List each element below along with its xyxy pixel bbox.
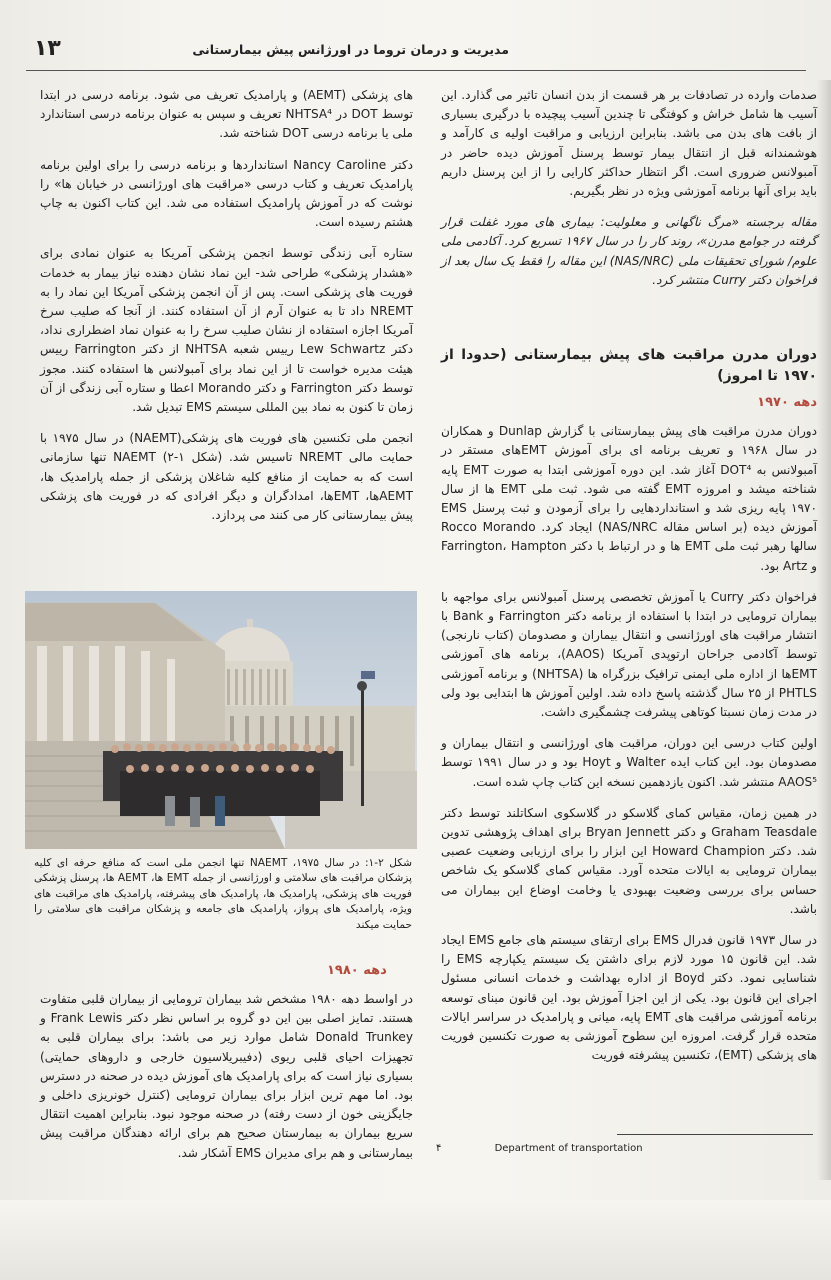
paragraph: های پزشکی (AEMT) و پارامدیک تعریف می شود. برنامه درسی در ابتدا توسط DOT در NHTSA⁴ تعریف و سپس به عنوان برنامه درسی استاندارد ملی یا برنامه درسی DOT شناخته شد. [40,88,413,141]
page-number: ۱۳ [34,36,61,61]
paragraph: در همین زمان، مقیاس کمای گلاسکو در گلاسکوی اسکاتلند توسط دکتر Graham Teasdale و دکتر Bryan Jennett برای اهداف پژوهشی تدوین شد. دکتر Howard Champion این ابزار را برای ارزیابی وضعیت عصبی بیماران ترومایی به ایالات متحده آورد. مقیاس کمای گلاسکو یک شاخص حساس برای بررسی وضعیت بهبودی یا وخامت اوضاع این بیماران می باشد. [441,805,818,916]
page-shadow [0,1200,831,1280]
paragraph: دوران مدرن مراقبت های پیش بیمارستانی با گزارش Dunlap و همکاران در سال ۱۹۶۸ و تعریف برنامه ای برای آموزش EMTهای مستقر در آمبولانس به DOT⁴ آغاز شد. این دوره آموزشی ابتدا به صورت EMT پایه شناخته میشد و امروزه EMT گفته می شود. ثبت ملی EMT ها از سال ۱۹۷۰ پایه ریزی شد و استانداردهایی را برای آزمودن و ثبت پرسنل EMS آموزش دیده (بر اساس مقاله NAS/NRC) ایجاد کرد. Rocco Morando سالها رهبر ثبت ملی EMT ها و در ارتباط با دکتر Farrington، Hampton و Artz بود. [441,424,818,573]
paragraph: دکتر Nancy Caroline استانداردها و برنامه درسی را برای اولین برنامه پارامدیک تعریف و کتاب درسی «مراقبت های اورژانسی در خیابان ها» را نوشت که در آموزش پارامدیک استفاده می شد. این کتاب اکنون به چاپ هشتم رسیده است. [40,157,413,230]
section-heading: دوران مدرن مراقبت های پیش بیمارستانی (حدودا از ۱۹۷۰ تا امروز) [441,347,817,384]
footnote-number: ۴ [436,1143,442,1154]
right-column-section [441,345,817,1078]
footnote [436,1143,643,1154]
paragraph: ستاره آبی زندگی توسط انجمن پزشکی آمریکا به عنوان نمادی برای «هشدار پزشکی» طراحی شد- این نماد نشان دهنده نیاز بیمار به خدمات فوریت های پزشکی است. پس از آن انجمن پزشکی آمریکا این نماد را به NREMT داد تا به عنوان آرم از آن استفاده کنند. از آنجا که صلیب سرخ آمریکا اجازه استفاده از نشان صلیب سرخ را به عنوان نماد اضطراری نداد، دکتر Lew Schwartz رییس شعبه NHTSA از دکتر Farrington رییس هیئت مدیره خواست تا از این نماد برای آمبولانس ها استفاده کنند. مجوز توسط دکتر Farrington و دکتر Morando اعطا و ستاره آبی زندگی از آن زمان تا کنون به نماد بین المللی سیستم EMS تبدیل شد. [40,246,414,415]
page-edge-shadow [817,80,831,1180]
lamp-post [361,686,364,806]
paragraph: انجمن ملی تکنسین های فوریت های پزشکی(NAEMT) در سال ۱۹۷۵ با حمایت مالی NREMT تاسیس شد. (شکل ۱-۲) NAEMT تنها سازمانی است که به حمایت از منافع کلیه شاغلان پزشکی از جمله پارامدیک ها، AEMTها، EMTها، امدادگران و دیگر افرادی که در فوریت های پزشکی پیش بیمارستانی کار می کنند می پردازد. [40,431,413,523]
highlight-quote: مقاله برجسته «مرگ ناگهانی و معلولیت: بیماری های مورد غفلت قرار گرفته در جوامع مدرن»، روند کار را در سال ۱۹۶۷ تسریع کرد. آکادمی ملی علوم/ شورای تحقیقات ملی (NAS/NRC) این مقاله را فقط یک سال بعد از فراخوان دکتر Curry منتشر کرد. [441,215,817,287]
paragraph: فراخوان دکتر Curry یا آموزش تخصصی پرسنل آمبولانس برای مواجهه با بیماران ترومایی در ابتدا با استفاده از برنامه دکتر Farrington و Bank با انتشار مراقبت های اورژانسی و انتقال بیماران و مصدومان (کتاب نارنجی) توسط آکادمی جراحان ارتوپدی آمریکا (AAOS)، برنامه های آموزشی EMTها از اداره ملی ایمنی ترافیک بزرگراه ها (NHTSA) و برنامه آموزشی PHTLS از ۲۵ سال گذشته پاسخ داده شد. اولین آموزش ها ابتدایی بود ولی در مدت زمان نسبتا کوتاهی پیشرفت چشمگیری داشت. [441,589,818,720]
footnote-rule [617,1134,813,1135]
figure-caption: شکل ۲-۱: در سال ۱۹۷۵، NAEMT تنها انجمن ملی است که منافع حرفه ای کلیه پزشکان مراقبت های سلامتی و اورژانسی از جمله EMT ها، AEMT ها، پرسنل پزشکی فوریت های پزشکی، پارامدیک ها، پارامدیک های پیشرفته، پارامدیک های مراقبت های ویژه، پارامدیک های پرواز، پارامدیک های جامعه و پزشکان مراقبت های سلامتی را حمایت میکند [34,857,413,931]
running-title: مدیریت و درمان تروما در اورژانس پیش بیمارستانی [192,42,509,57]
decade-heading-1980: دهه ۱۹۸۰ [327,963,387,978]
left-column-top [40,86,413,537]
decade-heading-1970: دهه ۱۹۷۰ [757,395,817,410]
capitol-group-photo [25,591,417,849]
paragraph: اولین کتاب درسی این دوران، مراقبت های اورژانسی و انتقال بیماران و مصدومان بود. این کتاب ایده Walter و Hoyt بود و در سال ۱۹۹۱ توسط AAOS⁵ منتشر شد. اکنون یازدهمین نسخه این کتاب چاپ شده است. [441,736,817,789]
header-rule [26,70,806,71]
right-column-top [441,86,817,302]
left-column-bottom [40,990,413,1175]
paragraph: صدمات وارده در تصادفات بر هر قسمت از بدن انسان تاثیر می گذارد. این آسیب ها شامل خراش و کوفتگی تا چندین آسیب پیچیده با درگیری بسیاری از بافت های بدن می باشد. بنابراین ارزیابی و مراقبت اولیه ی کارآمد و هوشمندانه قبل از انتقال بیمار توسط پرسنل آموزش دیده حاضر در آمبولانس ضروری است. اگر انتظار حداکثر کارایی را از این پرسنل داریم باید برای آنها برنامه آموزشی ویژه در نظر بگیریم. [441,88,817,199]
paragraph: در اواسط دهه ۱۹۸۰ مشخص شد بیماران ترومایی از بیماران قلبی متفاوت هستند. تمایز اصلی بین این دو گروه بر اساس نظر دکتر Frank Lewis و Donald Trunkey شامل موارد زیر می باشد: برای بیماران قلبی به تجهیزات احیای قلبی ریوی (دفیبریلاسیون خارجی و داروهای حمایتی) بسیاری نیاز است که برای پارامدیک های آموزش دیده در صحنه در دسترس بود. اما مهم ترین ابزار برای بیماران ترومایی (کنترل خونریزی داخلی و جایگزینی خون از دست رفته) در صحنه موجود نبود. بنابراین اهمیت انتقال سریع بیماران به بیمارستان صحیح هم برای ارائه دهندگان مراقبت پیش بیمارستانی و هم برای مدیران EMS آشکار شد. [40,992,413,1160]
paragraph: در سال ۱۹۷۳ قانون فدرال EMS برای ارتقای سیستم های جامع EMS ایجاد شد. این قانون ۱۵ مورد لازم برای داشتن یک سیستم یکپارچه EMS را شناسایی نمود. دکتر Boyd از اداره بهداشت و خدمات انسانی مسئول اجرای این قانون بود. یکی از این اجزا آموزش بود. این قانون مبنای توسعه برنامه آموزشی مراقبت های EMT پایه، میانی و پارامدیک در سراسر ایالات متحده قرار گرفت. امروزه این سطوح آموزشی به صورت تکنسین فوریت های پزشکی (EMT)، تکنسین پیشرفته فوریت [441,933,818,1063]
crowd [103,743,343,827]
footnote-text: Department of transportation [494,1143,643,1154]
